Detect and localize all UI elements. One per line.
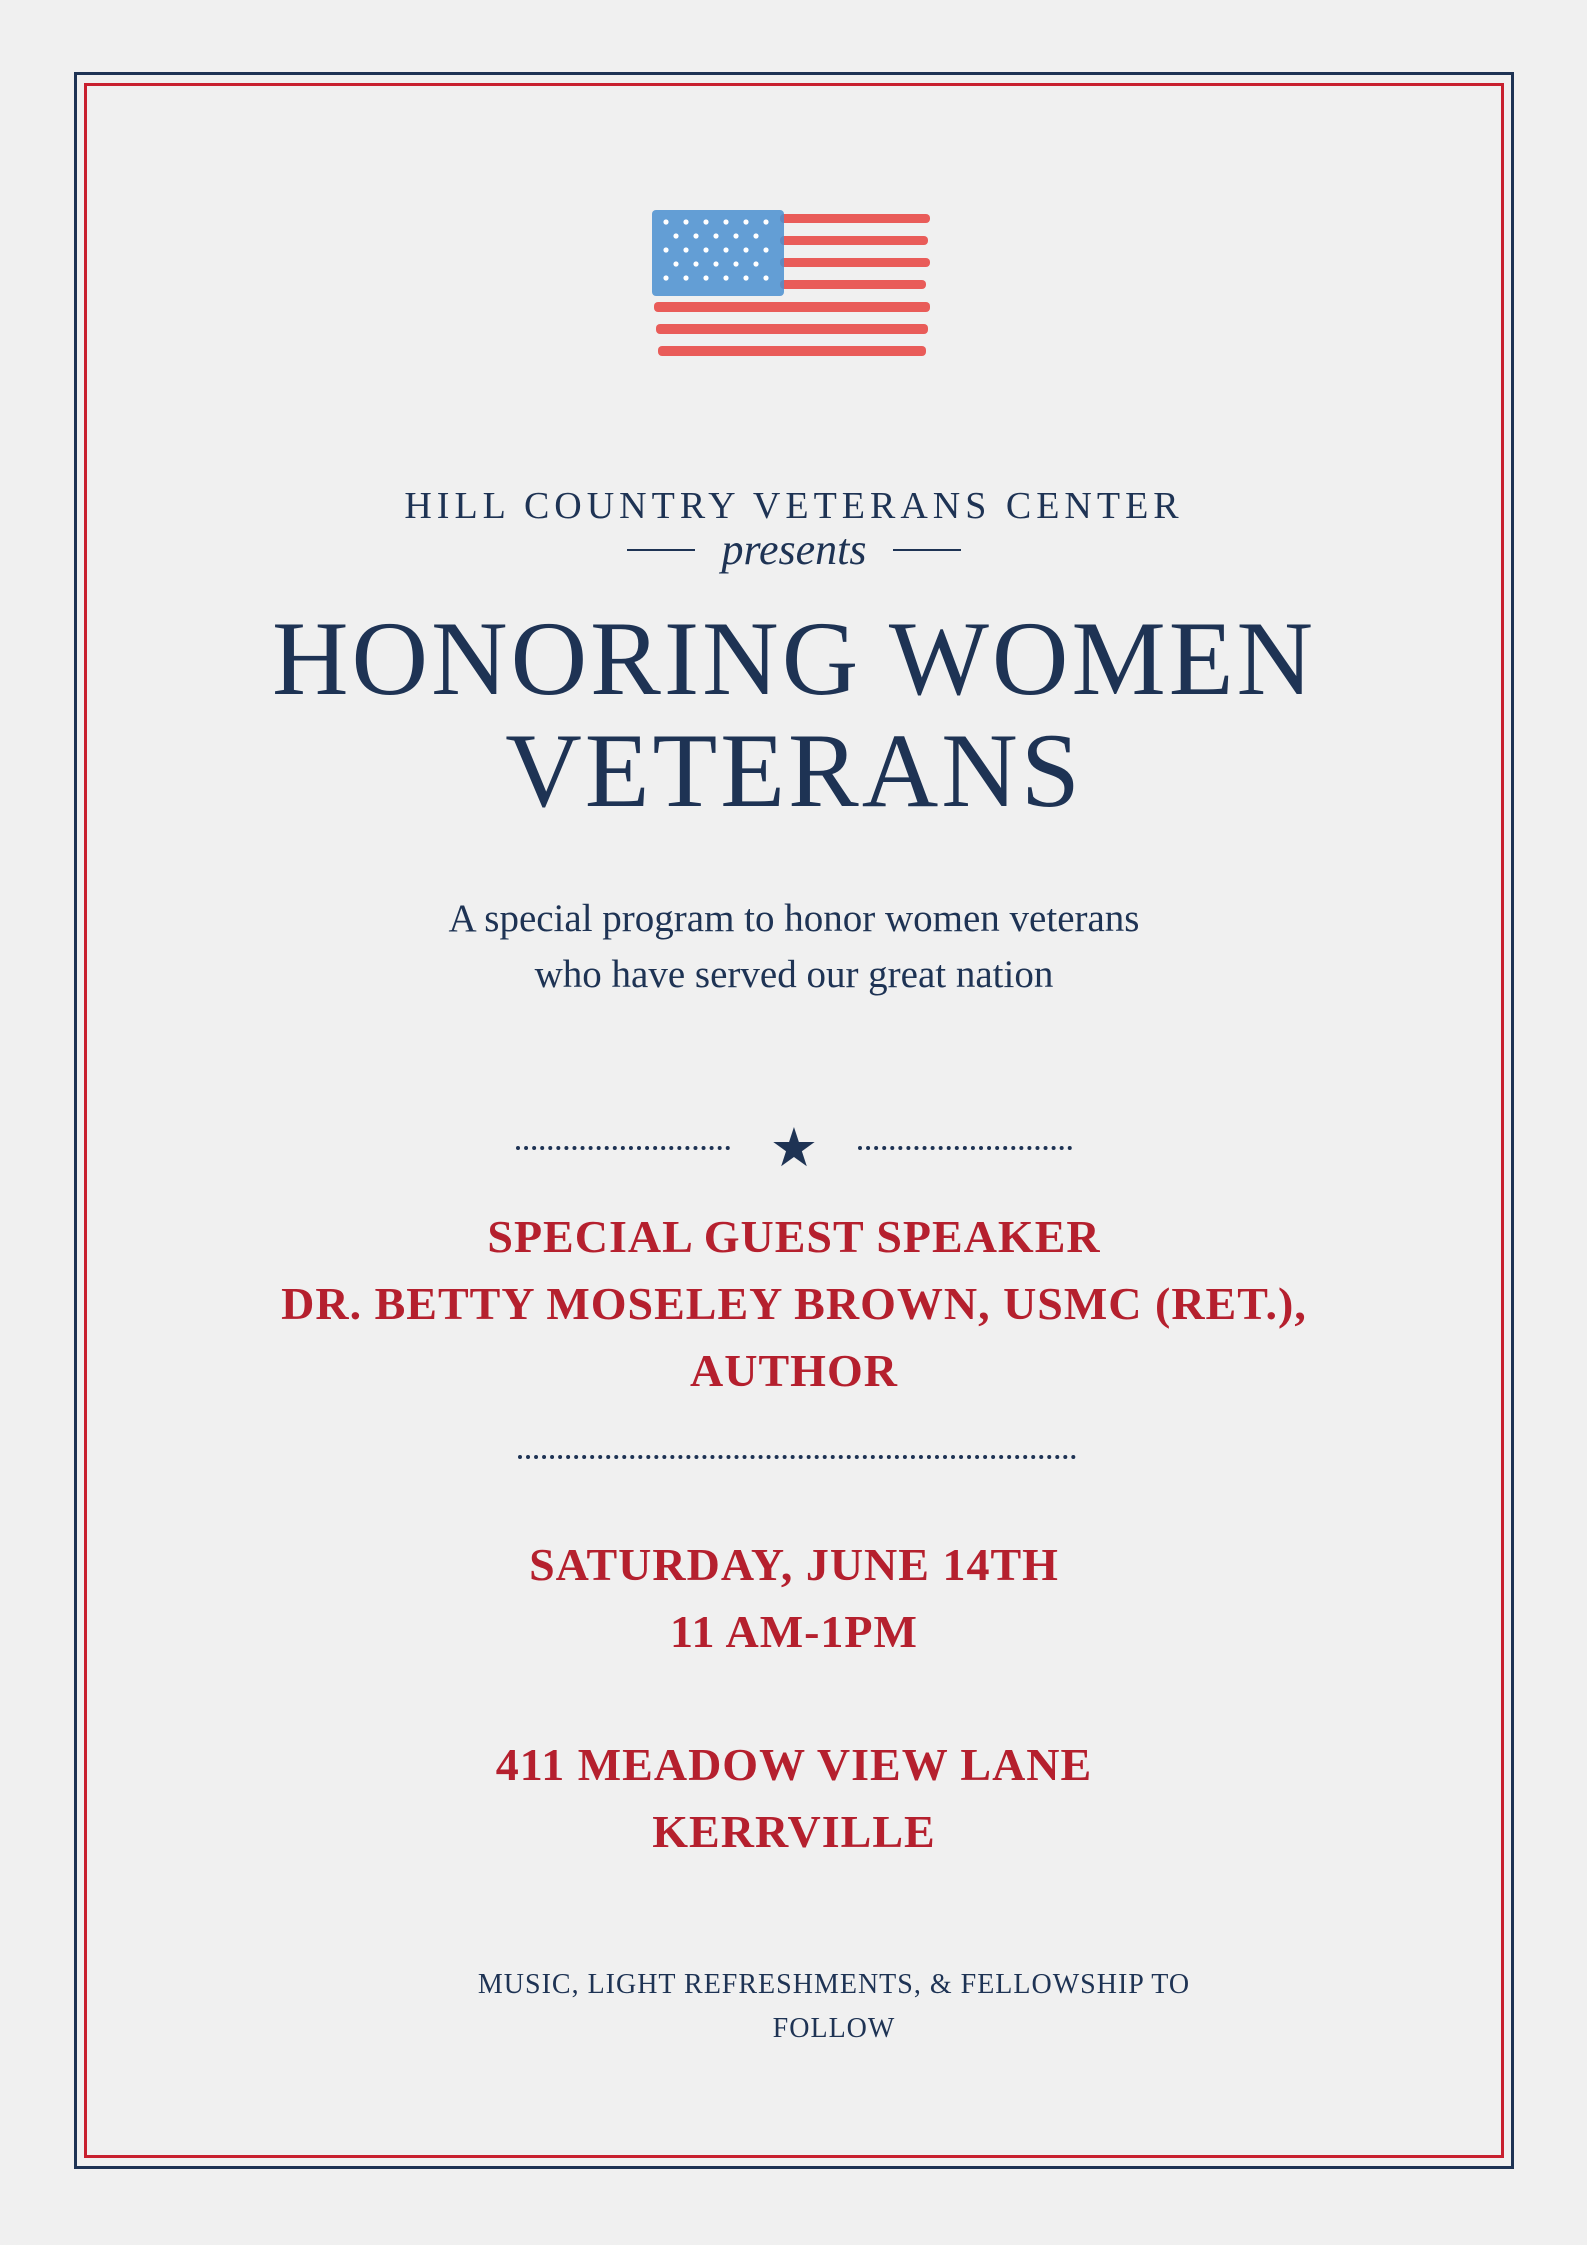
american-flag-icon (652, 210, 932, 366)
organization-name: HILL COUNTRY VETERANS CENTER (404, 485, 1184, 527)
star-icon: ★ (769, 1118, 819, 1178)
title-line: HONORING WOMEN (271, 600, 1317, 717)
presents-text: presents (721, 525, 867, 574)
date-line: SATURDAY, JUNE 14TH (529, 1539, 1059, 1590)
dotted-rule-right (858, 1146, 1072, 1150)
time-line: 11 AM-1PM (670, 1606, 918, 1657)
speaker-line: DR. BETTY MOSELEY BROWN, USMC (RET.), (281, 1278, 1307, 1329)
event-description (84, 891, 1504, 1003)
dotted-divider (518, 1455, 1076, 1459)
address-line: KERRVILLE (652, 1806, 936, 1857)
title-line: VETERANS (505, 712, 1083, 829)
event-address (84, 1731, 1504, 1865)
speaker-line: AUTHOR (690, 1345, 898, 1396)
event-date-time (84, 1531, 1504, 1665)
speaker-line: SPECIAL GUEST SPEAKER (487, 1211, 1101, 1262)
dotted-rule-left (516, 1146, 730, 1150)
event-title (84, 600, 1504, 829)
guest-speaker (84, 1203, 1504, 1404)
presents-row (84, 525, 1504, 574)
star-divider (84, 1118, 1504, 1178)
presents-rule-right (893, 549, 961, 551)
footer-line: FOLLOW (772, 2013, 896, 2044)
footer-note (384, 1963, 1284, 2051)
description-line: A special program to honor women veterans (448, 897, 1140, 940)
description-line: who have served our great nation (534, 953, 1054, 996)
address-line: 411 MEADOW VIEW LANE (495, 1739, 1093, 1790)
presents-rule-left (627, 549, 695, 551)
flyer-content (84, 83, 1504, 2158)
footer-line: MUSIC, LIGHT REFRESHMENTS, & FELLOWSHIP TO (477, 1969, 1191, 2000)
